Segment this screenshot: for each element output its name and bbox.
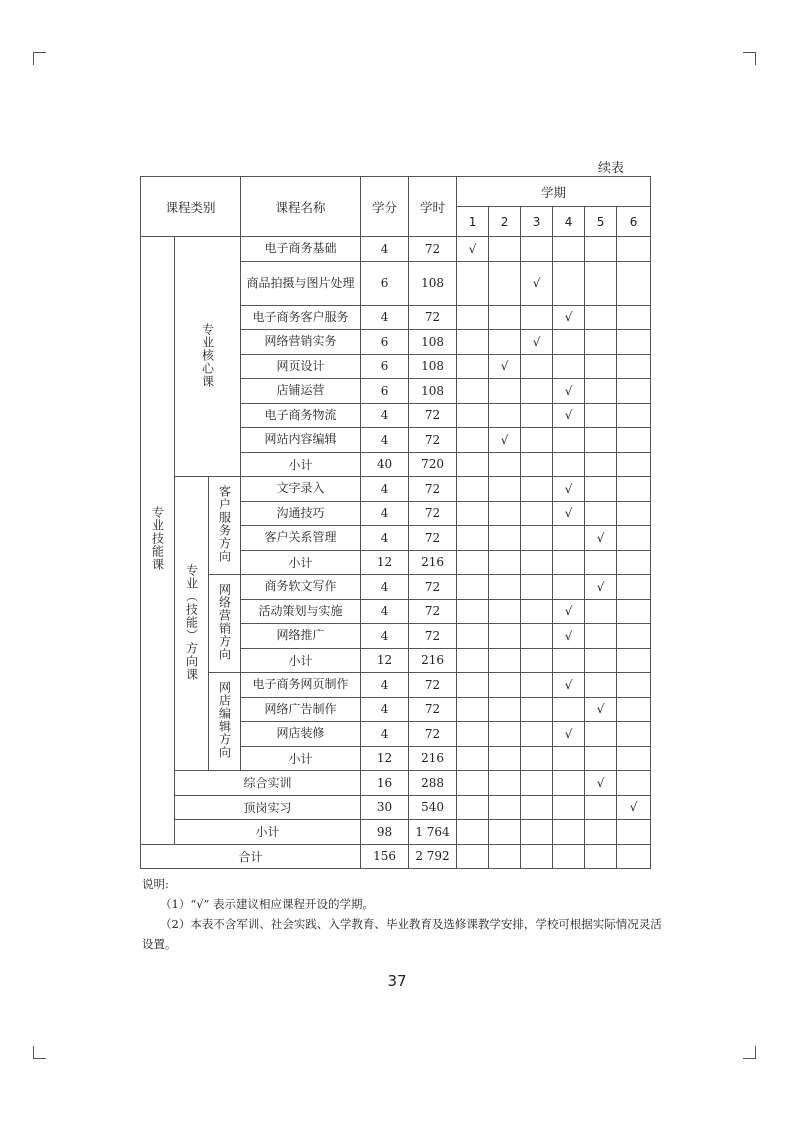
header-term-3: 3 (521, 207, 553, 237)
term-1-cell (457, 697, 489, 722)
term-2-cell (489, 261, 521, 305)
term-5-cell (585, 599, 617, 624)
subtotal-label: 小计 (175, 820, 361, 845)
term-1-cell (457, 648, 489, 673)
credit-value: 4 (361, 624, 409, 649)
term-5-cell (585, 820, 617, 845)
term-4-cell (553, 354, 585, 379)
term-5-cell (585, 722, 617, 747)
course-name: 店铺运营 (241, 379, 361, 404)
term-6-cell (617, 550, 651, 575)
hours-value: 108 (409, 379, 457, 404)
credit-value: 98 (361, 820, 409, 845)
subtotal-label: 小计 (241, 452, 361, 477)
term-6-cell (617, 379, 651, 404)
category-core-text: 专业核心课 (200, 322, 215, 388)
term-2-cell: √ (489, 354, 521, 379)
category-dir-shop-text: 网店编辑方向 (217, 681, 232, 759)
header-term-5: 5 (585, 207, 617, 237)
credit-value: 4 (361, 697, 409, 722)
term-6-cell (617, 428, 651, 453)
credit-value: 12 (361, 648, 409, 673)
term-4-cell: √ (553, 501, 585, 526)
course-name: 文字录入 (241, 477, 361, 502)
term-6-cell (617, 305, 651, 330)
course-name: 沟通技巧 (241, 501, 361, 526)
category-direction-text: 专业（技能）方向课 (184, 563, 199, 681)
term-4-cell (553, 550, 585, 575)
term-4-cell (553, 526, 585, 551)
term-4-cell: √ (553, 477, 585, 502)
hours-value: 216 (409, 550, 457, 575)
term-3-cell (521, 722, 553, 747)
term-1-cell (457, 452, 489, 477)
term-3-cell (521, 673, 553, 698)
term-5-cell (585, 237, 617, 262)
term-6-cell (617, 526, 651, 551)
term-6-cell (617, 648, 651, 673)
term-2-cell (489, 526, 521, 551)
hours-value: 72 (409, 403, 457, 428)
crop-mark-bottom-right (743, 1046, 756, 1059)
term-3-cell (521, 844, 553, 869)
page-number: 37 (387, 972, 407, 990)
term-3-cell (521, 526, 553, 551)
term-2-cell (489, 237, 521, 262)
course-name: 网络广告制作 (241, 697, 361, 722)
term-5-cell (585, 379, 617, 404)
term-2-cell (489, 550, 521, 575)
term-2-cell (489, 624, 521, 649)
term-3-cell (521, 452, 553, 477)
credit-value: 6 (361, 354, 409, 379)
term-1-cell (457, 501, 489, 526)
term-2-cell (489, 452, 521, 477)
term-1-cell (457, 795, 489, 820)
term-5-cell (585, 746, 617, 771)
term-5-cell (585, 354, 617, 379)
term-3-cell (521, 403, 553, 428)
category-dir-service-text: 客户服务方向 (217, 485, 232, 563)
hours-value: 72 (409, 624, 457, 649)
term-5-cell (585, 330, 617, 355)
term-5-cell (585, 305, 617, 330)
hours-value: 72 (409, 697, 457, 722)
term-6-cell (617, 673, 651, 698)
credit-value: 4 (361, 428, 409, 453)
term-6-cell (617, 575, 651, 600)
hours-value: 288 (409, 771, 457, 796)
course-name: 网页设计 (241, 354, 361, 379)
credit-value: 4 (361, 305, 409, 330)
term-5-cell: √ (585, 526, 617, 551)
hours-value: 72 (409, 526, 457, 551)
hours-value: 72 (409, 428, 457, 453)
credit-value: 4 (361, 722, 409, 747)
term-6-cell (617, 844, 651, 869)
term-5-cell (585, 550, 617, 575)
table-row (141, 844, 651, 869)
hours-value: 72 (409, 599, 457, 624)
term-4-cell (553, 261, 585, 305)
course-name: 商务软文写作 (241, 575, 361, 600)
course-table (140, 176, 651, 869)
term-2-cell (489, 330, 521, 355)
term-2-cell (489, 403, 521, 428)
term-1-cell (457, 305, 489, 330)
term-6-cell (617, 477, 651, 502)
term-6-cell (617, 771, 651, 796)
term-6-cell (617, 820, 651, 845)
table-row (141, 771, 651, 796)
term-6-cell (617, 261, 651, 305)
credit-value: 4 (361, 599, 409, 624)
hours-value: 2 792 (409, 844, 457, 869)
course-name: 网站内容编辑 (241, 428, 361, 453)
term-6-cell (617, 624, 651, 649)
term-1-cell (457, 354, 489, 379)
course-name: 顶岗实习 (175, 795, 361, 820)
term-3-cell: √ (521, 330, 553, 355)
term-3-cell (521, 820, 553, 845)
term-4-cell (553, 452, 585, 477)
term-5-cell (585, 795, 617, 820)
hours-value: 108 (409, 354, 457, 379)
term-4-cell (553, 844, 585, 869)
term-3-cell (521, 624, 553, 649)
table-row (141, 820, 651, 845)
table-row (141, 673, 651, 698)
header-hours: 学时 (409, 177, 457, 237)
term-5-cell (585, 648, 617, 673)
course-name: 客户关系管理 (241, 526, 361, 551)
term-1-cell (457, 771, 489, 796)
hours-value: 72 (409, 501, 457, 526)
hours-value: 108 (409, 330, 457, 355)
header-term-4: 4 (553, 207, 585, 237)
credit-value: 4 (361, 403, 409, 428)
term-4-cell: √ (553, 379, 585, 404)
term-3-cell (521, 575, 553, 600)
term-6-cell (617, 501, 651, 526)
term-6-cell (617, 403, 651, 428)
term-2-cell (489, 673, 521, 698)
header-term-1: 1 (457, 207, 489, 237)
term-4-cell (553, 575, 585, 600)
term-3-cell (521, 305, 553, 330)
term-2-cell (489, 697, 521, 722)
term-2-cell (489, 305, 521, 330)
term-5-cell (585, 673, 617, 698)
term-2-cell (489, 722, 521, 747)
header-term-6: 6 (617, 207, 651, 237)
category-dir-marketing-text: 网络营销方向 (217, 583, 232, 661)
term-1-cell: √ (457, 237, 489, 262)
category-dir-shop (209, 673, 241, 771)
term-4-cell: √ (553, 722, 585, 747)
course-name: 电子商务物流 (241, 403, 361, 428)
term-6-cell (617, 330, 651, 355)
course-name: 综合实训 (175, 771, 361, 796)
credit-value: 30 (361, 795, 409, 820)
term-1-cell (457, 844, 489, 869)
term-3-cell (521, 746, 553, 771)
term-2-cell (489, 795, 521, 820)
term-1-cell (457, 746, 489, 771)
term-1-cell (457, 673, 489, 698)
crop-mark-top-left (33, 52, 46, 65)
term-4-cell (553, 795, 585, 820)
credit-value: 4 (361, 237, 409, 262)
term-5-cell (585, 844, 617, 869)
term-4-cell: √ (553, 624, 585, 649)
term-4-cell (553, 771, 585, 796)
term-3-cell (521, 477, 553, 502)
hours-value: 72 (409, 673, 457, 698)
term-1-cell (457, 379, 489, 404)
term-4-cell (553, 330, 585, 355)
course-name: 网络推广 (241, 624, 361, 649)
subtotal-label: 小计 (241, 648, 361, 673)
credit-value: 40 (361, 452, 409, 477)
term-4-cell (553, 746, 585, 771)
continued-label: 续表 (598, 161, 625, 176)
course-name: 电子商务网页制作 (241, 673, 361, 698)
hours-value: 72 (409, 477, 457, 502)
term-5-cell (585, 477, 617, 502)
term-1-cell (457, 550, 489, 575)
term-2-cell (489, 820, 521, 845)
term-4-cell: √ (553, 673, 585, 698)
term-6-cell (617, 237, 651, 262)
term-3-cell (521, 428, 553, 453)
hours-value: 720 (409, 452, 457, 477)
course-name: 网络营销实务 (241, 330, 361, 355)
header-term-2: 2 (489, 207, 521, 237)
term-5-cell: √ (585, 575, 617, 600)
category-dir-marketing (209, 575, 241, 673)
crop-mark-top-right (743, 52, 756, 65)
credit-value: 156 (361, 844, 409, 869)
term-5-cell (585, 624, 617, 649)
category-dir-service (209, 477, 241, 575)
credit-value: 12 (361, 550, 409, 575)
header-term: 学期 (457, 177, 651, 207)
term-1-cell (457, 403, 489, 428)
term-5-cell (585, 452, 617, 477)
category-core (175, 237, 241, 477)
course-name: 活动策划与实施 (241, 599, 361, 624)
term-3-cell (521, 648, 553, 673)
term-5-cell (585, 428, 617, 453)
category-direction (175, 477, 209, 771)
term-4-cell (553, 820, 585, 845)
term-6-cell: √ (617, 795, 651, 820)
credit-value: 6 (361, 261, 409, 305)
term-6-cell (617, 722, 651, 747)
term-5-cell (585, 261, 617, 305)
hours-value: 72 (409, 722, 457, 747)
term-4-cell (553, 648, 585, 673)
term-6-cell (617, 354, 651, 379)
notes-title: 说明: (142, 877, 169, 891)
term-2-cell (489, 501, 521, 526)
term-2-cell (489, 599, 521, 624)
hours-value: 216 (409, 746, 457, 771)
credit-value: 4 (361, 477, 409, 502)
hours-value: 72 (409, 237, 457, 262)
hours-value: 72 (409, 305, 457, 330)
term-1-cell (457, 428, 489, 453)
term-1-cell (457, 330, 489, 355)
term-2-cell (489, 771, 521, 796)
term-4-cell (553, 697, 585, 722)
credit-value: 4 (361, 575, 409, 600)
term-3-cell: √ (521, 261, 553, 305)
term-1-cell (457, 722, 489, 747)
term-5-cell (585, 501, 617, 526)
term-3-cell (521, 599, 553, 624)
term-4-cell (553, 428, 585, 453)
subtotal-label: 小计 (241, 746, 361, 771)
course-name: 商品拍摄与图片处理 (241, 261, 361, 305)
hours-value: 540 (409, 795, 457, 820)
subtotal-label: 小计 (241, 550, 361, 575)
term-3-cell (521, 501, 553, 526)
term-1-cell (457, 526, 489, 551)
term-2-cell (489, 575, 521, 600)
table-row (141, 237, 651, 262)
course-name: 电子商务基础 (241, 237, 361, 262)
term-1-cell (457, 599, 489, 624)
header-name: 课程名称 (241, 177, 361, 237)
subtotal-label: 合计 (141, 844, 361, 869)
term-4-cell: √ (553, 403, 585, 428)
term-1-cell (457, 477, 489, 502)
term-3-cell (521, 550, 553, 575)
header-credit: 学分 (361, 177, 409, 237)
term-1-cell (457, 624, 489, 649)
term-2-cell (489, 844, 521, 869)
hours-value: 108 (409, 261, 457, 305)
term-5-cell (585, 403, 617, 428)
term-6-cell (617, 452, 651, 477)
term-3-cell (521, 379, 553, 404)
term-6-cell (617, 746, 651, 771)
term-6-cell (617, 697, 651, 722)
term-2-cell: √ (489, 428, 521, 453)
term-5-cell: √ (585, 771, 617, 796)
course-name: 网店装修 (241, 722, 361, 747)
term-3-cell (521, 795, 553, 820)
note-1: （1）“√” 表示建议相应课程开设的学期。 (160, 897, 375, 911)
term-1-cell (457, 261, 489, 305)
term-3-cell (521, 771, 553, 796)
hours-value: 216 (409, 648, 457, 673)
note-2: （2）本表不含军训、社会实践、入学教育、毕业教育及选修课教学安排，学校可根据实际情况灵活设置。 (142, 917, 662, 951)
course-name: 电子商务客户服务 (241, 305, 361, 330)
table-row (141, 795, 651, 820)
term-2-cell (489, 648, 521, 673)
credit-value: 12 (361, 746, 409, 771)
hours-value: 72 (409, 575, 457, 600)
term-3-cell (521, 237, 553, 262)
term-3-cell (521, 354, 553, 379)
term-3-cell (521, 697, 553, 722)
header-category: 课程类别 (141, 177, 241, 237)
hours-value: 1 764 (409, 820, 457, 845)
term-6-cell (617, 599, 651, 624)
term-2-cell (489, 746, 521, 771)
table-row (141, 575, 651, 600)
category-skill (141, 237, 175, 845)
credit-value: 6 (361, 330, 409, 355)
term-1-cell (457, 575, 489, 600)
table-row (141, 477, 651, 502)
crop-mark-bottom-left (33, 1046, 46, 1059)
credit-value: 4 (361, 501, 409, 526)
term-4-cell: √ (553, 305, 585, 330)
term-4-cell: √ (553, 599, 585, 624)
term-1-cell (457, 820, 489, 845)
credit-value: 4 (361, 673, 409, 698)
term-2-cell (489, 477, 521, 502)
credit-value: 6 (361, 379, 409, 404)
credit-value: 16 (361, 771, 409, 796)
notes (142, 874, 662, 954)
term-2-cell (489, 379, 521, 404)
category-skill-text: 专业技能课 (150, 506, 165, 572)
credit-value: 4 (361, 526, 409, 551)
term-4-cell (553, 237, 585, 262)
term-5-cell: √ (585, 697, 617, 722)
